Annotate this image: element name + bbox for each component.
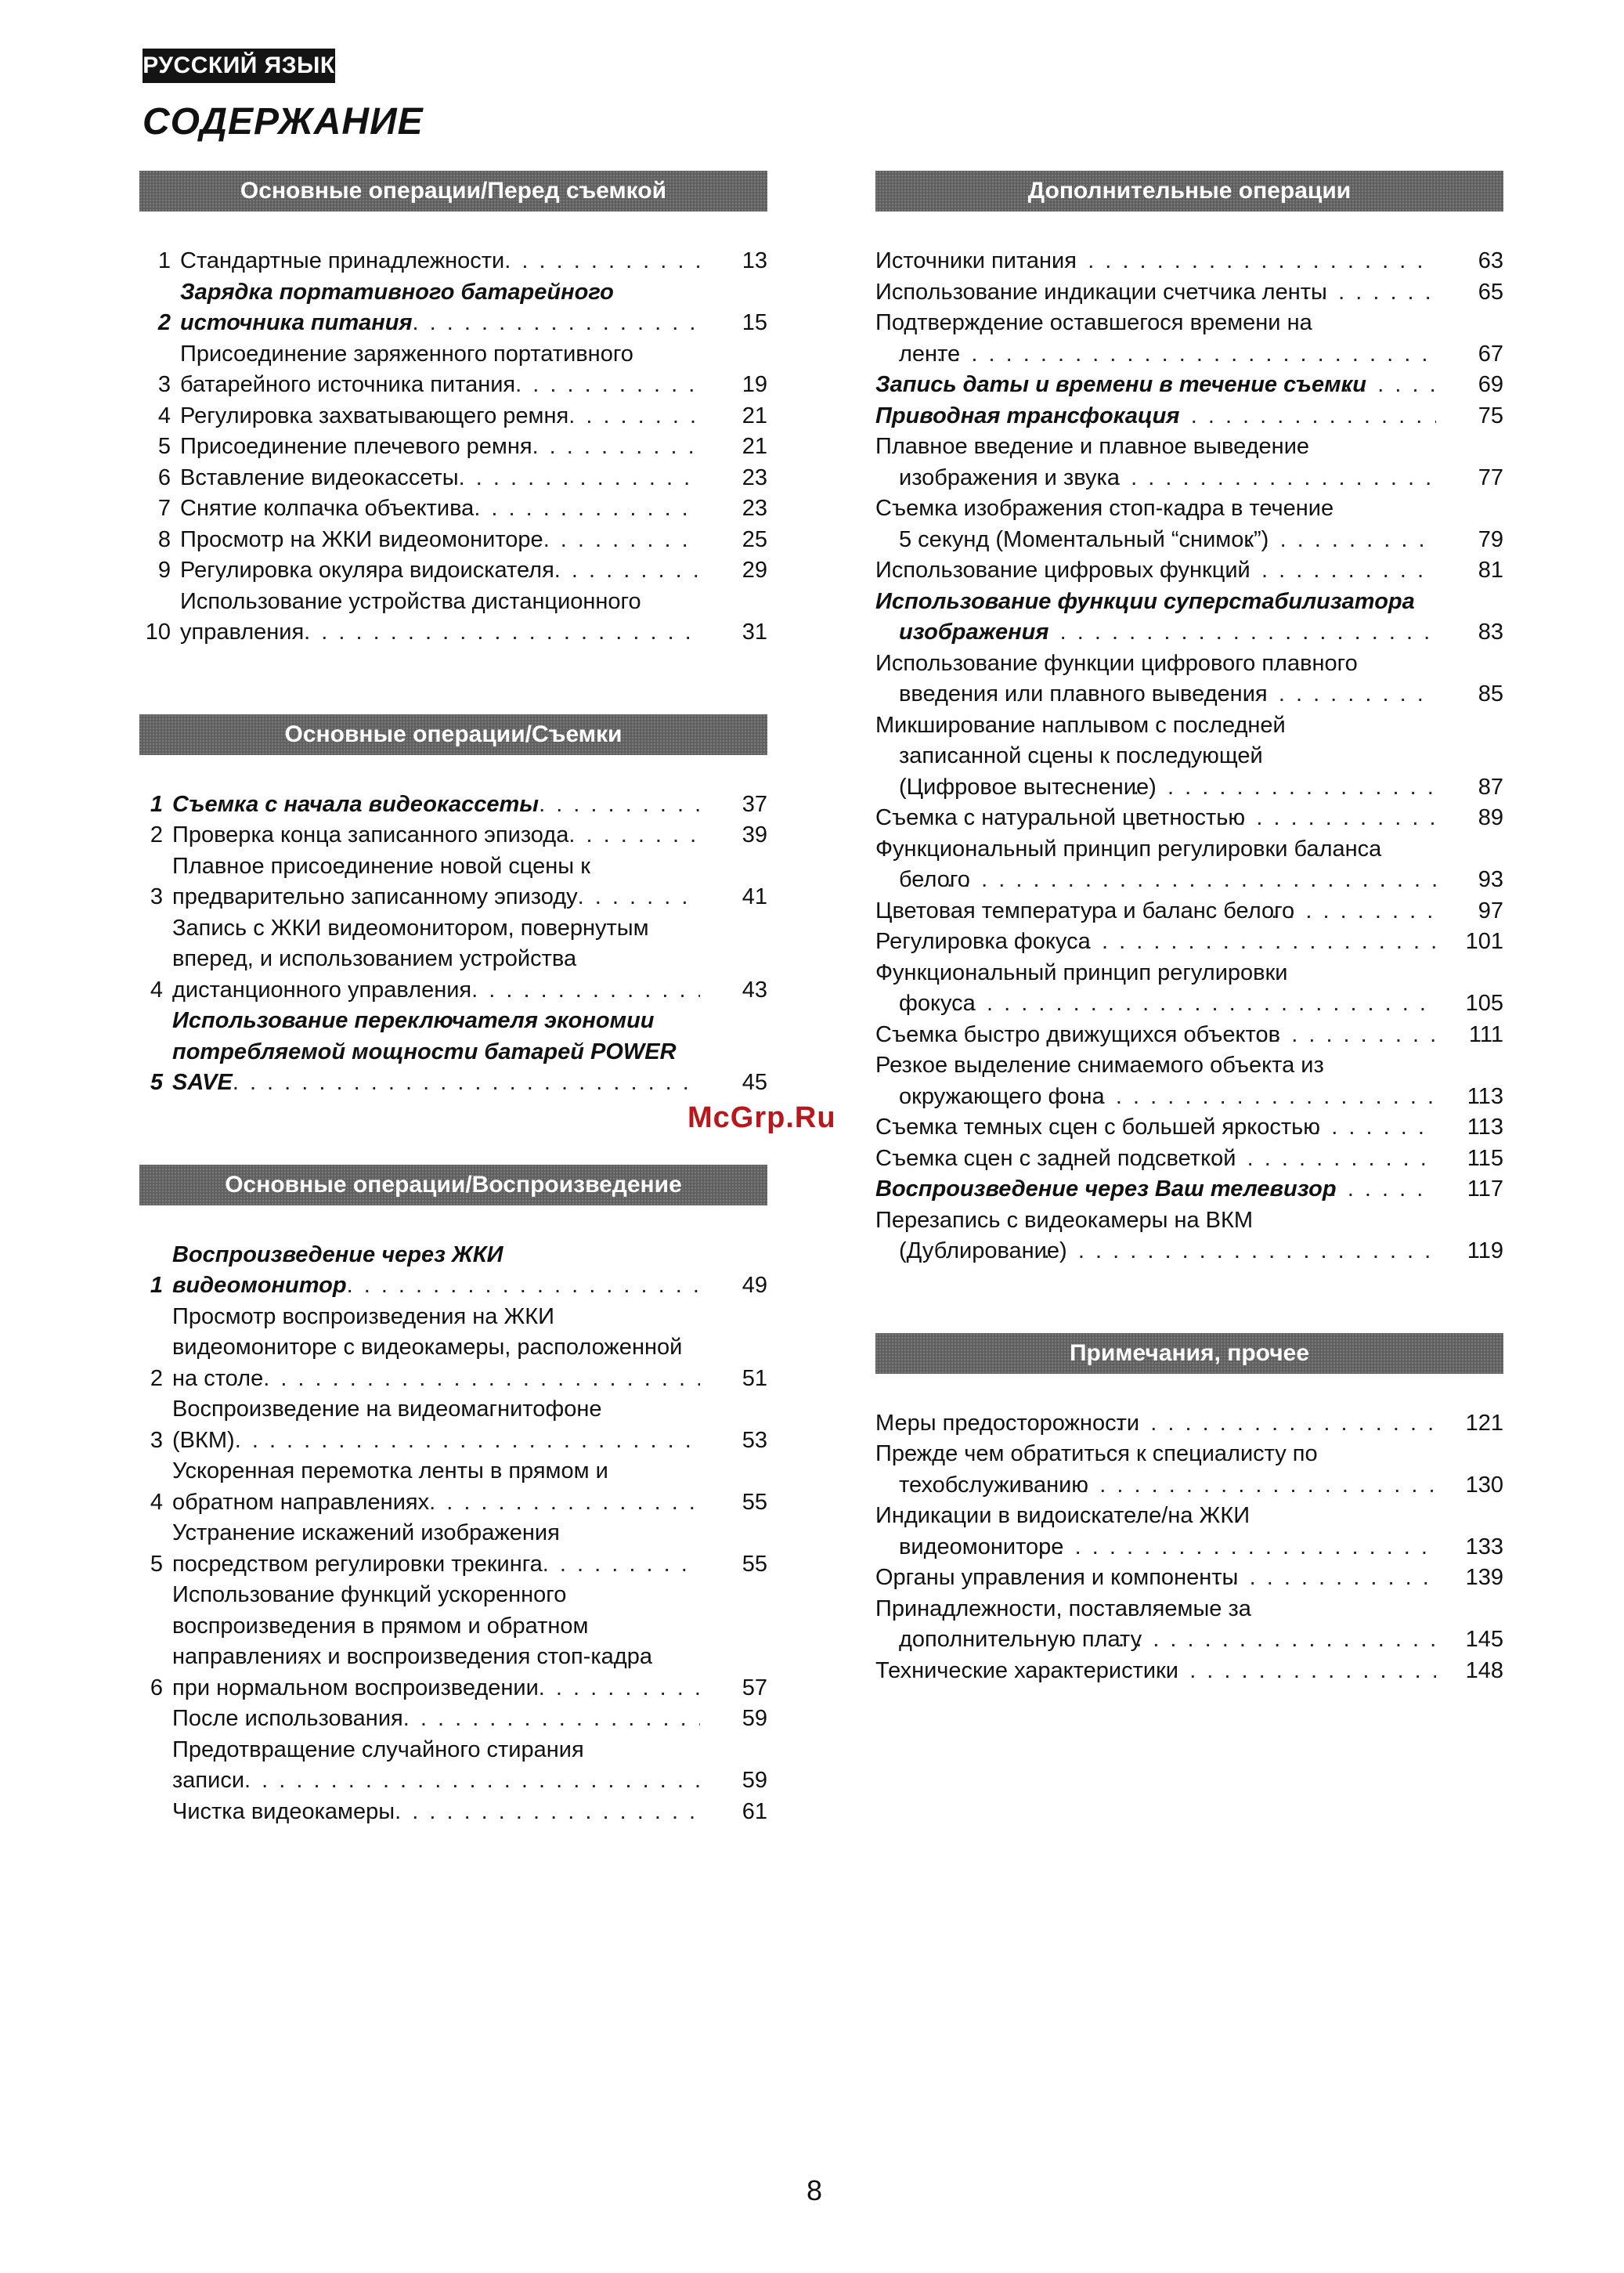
toc-entry-title: Съемка с начала видеокассеты . . . [172, 790, 700, 821]
toc-entry [139, 913, 767, 1006]
toc-entry-title: Использование функции цифрового плавного введения или плавного выведения . . . [875, 649, 1436, 710]
toc-entry-title: Воспроизведение на видеомагнитофоне (ВКМ) . . . [172, 1394, 700, 1456]
toc-entry [139, 339, 767, 401]
toc-entry [875, 1050, 1503, 1112]
toc-entry-page: 83 [1478, 620, 1503, 645]
section-header-shooting: Основные операции/Съемки [139, 714, 767, 755]
toc-entry [875, 958, 1503, 1020]
toc-entry-title: Воспроизведение через ЖКИ видеомонитор . . . [172, 1240, 700, 1302]
toc-entry-page: 85 [1478, 681, 1503, 706]
toc-entry [875, 1112, 1503, 1144]
toc-entry [875, 370, 1503, 401]
toc-entry [875, 1501, 1503, 1563]
toc-entry-title: Регулировка окуляра видоискателя . . . [180, 555, 700, 587]
toc-entry-page: 15 [742, 310, 767, 335]
toc-entry [875, 401, 1503, 432]
toc-entry-title: Запись даты и времени в течение съемки . . . [875, 370, 1436, 401]
toc-entry [139, 1394, 767, 1456]
toc-entry [875, 710, 1503, 804]
toc-entry [875, 1594, 1503, 1656]
toc-entry [875, 587, 1503, 649]
toc-entry-page: 59 [742, 1768, 767, 1793]
toc-entry-number: 2 [150, 822, 163, 847]
toc-entry-title: Съемка темных сцен с большей яркостью . . . [875, 1112, 1436, 1144]
toc-entry [875, 432, 1503, 493]
toc-entry-title: Плавное присоединение новой сцены к предварительно записанному эпизоду . . . [172, 851, 700, 913]
toc-entry-title: Просмотр на ЖКИ видеомониторе . . . [180, 525, 700, 556]
section-header-notes-other: Примечания, прочее [875, 1333, 1503, 1374]
toc-entry [875, 1174, 1503, 1205]
toc-entry [875, 1020, 1503, 1051]
toc-entry-number: 6 [150, 1675, 163, 1700]
toc-entry-title: Микширование наплывом с последней записанной сцены к последующей (Цифровое вытеснение) . . . [875, 710, 1436, 804]
toc-entry-page: 13 [742, 248, 767, 273]
toc-entry-title: Запись с ЖКИ видеомонитором, повернутым вперед, и использованием устройства дистанционного управления . . . [172, 913, 700, 1006]
toc-entry-page: 29 [742, 558, 767, 583]
toc-entry-title: Съемка с натуральной цветностью . . . [875, 803, 1436, 834]
toc-entry [875, 1439, 1503, 1501]
toc-entry-page: 75 [1478, 403, 1503, 428]
toc-entry [875, 1205, 1503, 1267]
toc-entry [875, 927, 1503, 958]
toc-entry-number: 4 [150, 977, 163, 1003]
page-title: СОДЕРЖАНИЕ [143, 101, 424, 143]
toc-entry [875, 649, 1503, 710]
toc-entry-number: 4 [157, 403, 171, 428]
toc-entry [875, 1656, 1503, 1687]
toc-entry [875, 896, 1503, 927]
toc-entry-title: Просмотр воспроизведения на ЖКИ видеомониторе с видеокамеры, расположенной на столе . . . [172, 1302, 700, 1395]
toc-entry-page: 23 [742, 496, 767, 521]
toc-entry-title: Регулировка фокуса . . . [875, 927, 1436, 958]
toc-entry [875, 246, 1503, 277]
toc-entry-number: 10 [145, 620, 171, 645]
toc-entry-page: 69 [1478, 372, 1503, 397]
toc-entry-page: 81 [1478, 558, 1503, 583]
toc-entry-page: 19 [742, 372, 767, 397]
toc-entry-page: 113 [1467, 1083, 1503, 1109]
toc-entry-title: Воспроизведение через Ваш телевизор . . . [875, 1174, 1436, 1205]
toc-entry-page: 37 [742, 791, 767, 817]
toc-entry [139, 1302, 767, 1395]
toc-entry-number: 2 [157, 310, 171, 335]
toc-entry-title: Приводная трансфокация . . . [875, 401, 1436, 432]
toc-entry-title: Съемка изображения стоп-кадра в течение 5 секунд (Моментальный “снимок”) . . . [875, 493, 1436, 555]
toc-entry-title: Органы управления и компоненты . . . [875, 1563, 1436, 1594]
toc-entry [875, 308, 1503, 370]
toc-entry [139, 820, 767, 851]
toc-list-before-shooting [139, 246, 767, 649]
right-column [875, 171, 1503, 1686]
toc-entry-page: 133 [1465, 1534, 1503, 1559]
toc-entry-title: Стандартные принадлежности . . . [180, 246, 700, 277]
watermark-text: McGrp.Ru [687, 1101, 836, 1134]
toc-entry-page: 119 [1467, 1238, 1503, 1263]
toc-entry-title: Съемка быстро движущихся объектов . . . [875, 1020, 1436, 1051]
toc-entry-number: 3 [150, 1427, 163, 1453]
toc-entry-page: 67 [1478, 341, 1503, 367]
toc-list-additional-operations [875, 246, 1503, 1267]
toc-entry-page: 79 [1478, 526, 1503, 552]
toc-entry-page: 59 [742, 1706, 767, 1731]
toc-entry-title: Индикации в видоискателе/на ЖКИ видеомониторе . . . [875, 1501, 1436, 1563]
toc-entry-title: Использование индикации счетчика ленты . . . [875, 277, 1436, 309]
toc-entry [139, 277, 767, 339]
toc-entry-title: Меры предосторожности . . . [875, 1408, 1436, 1440]
page-number: 8 [807, 2174, 823, 2206]
toc-entry-title: Проверка конца записанного эпизода . . . [172, 820, 700, 851]
toc-entry [139, 525, 767, 556]
toc-entry-number: 8 [157, 526, 171, 552]
toc-entry-page: 111 [1468, 1021, 1503, 1047]
toc-entry-page: 23 [742, 464, 767, 490]
toc-entry-page: 31 [742, 620, 767, 645]
toc-entry-title: Использование переключателя экономии потребляемой мощности батарей POWER SAVE . . . [172, 1006, 700, 1099]
toc-entry-number: 3 [150, 884, 163, 909]
toc-entry [139, 1006, 767, 1099]
toc-entry [139, 1704, 767, 1735]
toc-entry-title: Перезапись с видеокамеры на ВКМ (Дублирование) . . . [875, 1205, 1436, 1267]
toc-entry-number: 1 [150, 791, 163, 817]
toc-entry-title: Цветовая температура и баланс белого . . . [875, 896, 1436, 927]
section-header-playback: Основные операции/Воспроизведение [139, 1165, 767, 1205]
left-column [139, 171, 767, 1827]
toc-entry [139, 1580, 767, 1704]
toc-entry-page: 49 [742, 1273, 767, 1298]
toc-entry-title: Источники питания . . . [875, 246, 1436, 277]
toc-entry-number: 5 [150, 1551, 163, 1577]
toc-entry-title: После использования . . . [172, 1704, 700, 1735]
toc-entry-page: 25 [742, 526, 767, 552]
toc-list-shooting [139, 790, 767, 1099]
toc-entry-page: 39 [742, 822, 767, 847]
toc-entry-title: Функциональный принцип регулировки фокуса . . . [875, 958, 1436, 1020]
toc-entry-page: 57 [742, 1675, 767, 1700]
toc-entry-title: Устранение искажений изображения посредством регулировки трекинга . . . [172, 1518, 700, 1580]
toc-entry-title: Предотвращение случайного стирания записи . . . [172, 1735, 700, 1797]
toc-entry-page: 117 [1467, 1176, 1503, 1202]
toc-entry-title: Плавное введение и плавное выведение изображения и звука . . . [875, 432, 1436, 493]
section-header-additional-operations: Дополнительные операции [875, 171, 1503, 211]
toc-entry-title: Резкое выделение снимаемого объекта из окружающего фона . . . [875, 1050, 1436, 1112]
toc-entry-page: 113 [1467, 1115, 1503, 1140]
toc-entry-page: 121 [1465, 1410, 1503, 1436]
toc-entry-title: Присоединение плечевого ремня . . . [180, 432, 700, 463]
toc-entry-title: Снятие колпачка объектива . . . [180, 493, 700, 525]
toc-entry-page: 105 [1465, 991, 1503, 1016]
toc-entry-page: 115 [1467, 1145, 1503, 1171]
language-tab: РУССКИЙ ЯЗЫК [143, 49, 335, 83]
toc-entry-title: Вставление видеокассеты . . . [180, 463, 700, 494]
toc-entry-page: 63 [1478, 248, 1503, 273]
toc-entry [139, 587, 767, 649]
section-header-before-shooting: Основные операции/Перед съемкой [139, 171, 767, 211]
toc-entry [875, 803, 1503, 834]
toc-entry-number: 4 [150, 1489, 163, 1515]
toc-entry-page: 93 [1478, 867, 1503, 892]
toc-entry [139, 1735, 767, 1797]
toc-entry-page: 145 [1465, 1627, 1503, 1652]
toc-entry-title: Использование функций ускоренного воспроизведения в прямом и обратном направлениях и воспроизведения стоп-кадра при нормальном воспроизведении . . . [172, 1580, 700, 1704]
toc-entry-number: 3 [157, 372, 171, 397]
toc-entry-page: 53 [742, 1427, 767, 1453]
toc-entry [875, 1408, 1503, 1440]
toc-entry-title: Съемка сцен с задней подсветкой . . . [875, 1144, 1436, 1175]
toc-entry-page: 41 [742, 884, 767, 909]
toc-entry [875, 277, 1503, 309]
toc-list-notes-other [875, 1408, 1503, 1687]
toc-entry [139, 1797, 767, 1828]
toc-entry-number: 2 [150, 1365, 163, 1391]
toc-entry [139, 432, 767, 463]
toc-entry-page: 21 [742, 434, 767, 459]
toc-entry-number: 1 [150, 1273, 163, 1298]
toc-entry-page: 77 [1478, 464, 1503, 490]
toc-entry [139, 463, 767, 494]
toc-entry-title: Зарядка портативного батарейного источника питания . . . [180, 277, 700, 339]
toc-entry-page: 87 [1478, 774, 1503, 800]
toc-entry-title: Прежде чем обратиться к специалисту по техобслуживанию . . . [875, 1439, 1436, 1501]
toc-entry-page: 65 [1478, 279, 1503, 305]
toc-entry [139, 493, 767, 525]
toc-entry [139, 246, 767, 277]
toc-entry-number: 1 [157, 248, 171, 273]
toc-entry [139, 851, 767, 913]
toc-entry-title: Использование функции суперстабилизатора изображения . . . [875, 587, 1436, 649]
toc-entry-number: 5 [150, 1070, 163, 1095]
toc-entry-title: Принадлежности, поставляемые за дополнительную плату . . . [875, 1594, 1436, 1656]
toc-entry-page: 43 [742, 977, 767, 1003]
toc-entry-title: Использование цифровых функций . . . [875, 555, 1436, 587]
toc-entry [875, 1563, 1503, 1594]
toc-entry-title: Присоединение заряженного портативного батарейного источника питания . . . [180, 339, 700, 401]
toc-entry-page: 101 [1465, 929, 1503, 954]
toc-entry-page: 97 [1478, 898, 1503, 923]
toc-entry [875, 555, 1503, 587]
toc-entry-page: 51 [742, 1365, 767, 1391]
toc-entry-page: 45 [742, 1070, 767, 1095]
toc-entry-title: Подтверждение оставшегося времени на ленте . . . [875, 308, 1436, 370]
toc-entry [875, 834, 1503, 896]
toc-entry-number: 9 [157, 558, 171, 583]
toc-entry [139, 401, 767, 432]
toc-entry-number: 5 [157, 434, 171, 459]
toc-entry-page: 55 [742, 1489, 767, 1515]
toc-entry-page: 21 [742, 403, 767, 428]
toc-entry-title: Технические характеристики . . . [875, 1656, 1436, 1687]
toc-entry [139, 790, 767, 821]
toc-list-playback [139, 1240, 767, 1828]
toc-entry-title: Функциональный принцип регулировки баланса белого . . . [875, 834, 1436, 896]
toc-entry-page: 55 [742, 1551, 767, 1577]
toc-entry [139, 1518, 767, 1580]
toc-entry-title: Использование устройства дистанционного управления . . . [180, 587, 700, 649]
toc-entry [875, 493, 1503, 555]
toc-entry-page: 130 [1465, 1472, 1503, 1498]
toc-entry-page: 139 [1465, 1565, 1503, 1590]
toc-entry [139, 555, 767, 587]
toc-entry [139, 1456, 767, 1518]
toc-entry-title: Ускоренная перемотка ленты в прямом и обратном направлениях . . . [172, 1456, 700, 1518]
toc-entry-page: 89 [1478, 805, 1503, 830]
toc-entry-title: Регулировка захватывающего ремня . . . [180, 401, 700, 432]
toc-entry [139, 1240, 767, 1302]
toc-entry-page: 148 [1465, 1657, 1503, 1683]
toc-entry [875, 1144, 1503, 1175]
toc-entry-number: 6 [157, 464, 171, 490]
toc-entry-number: 7 [157, 496, 171, 521]
toc-entry-page: 61 [742, 1798, 767, 1824]
toc-entry-title: Чистка видеокамеры . . . [172, 1797, 700, 1828]
